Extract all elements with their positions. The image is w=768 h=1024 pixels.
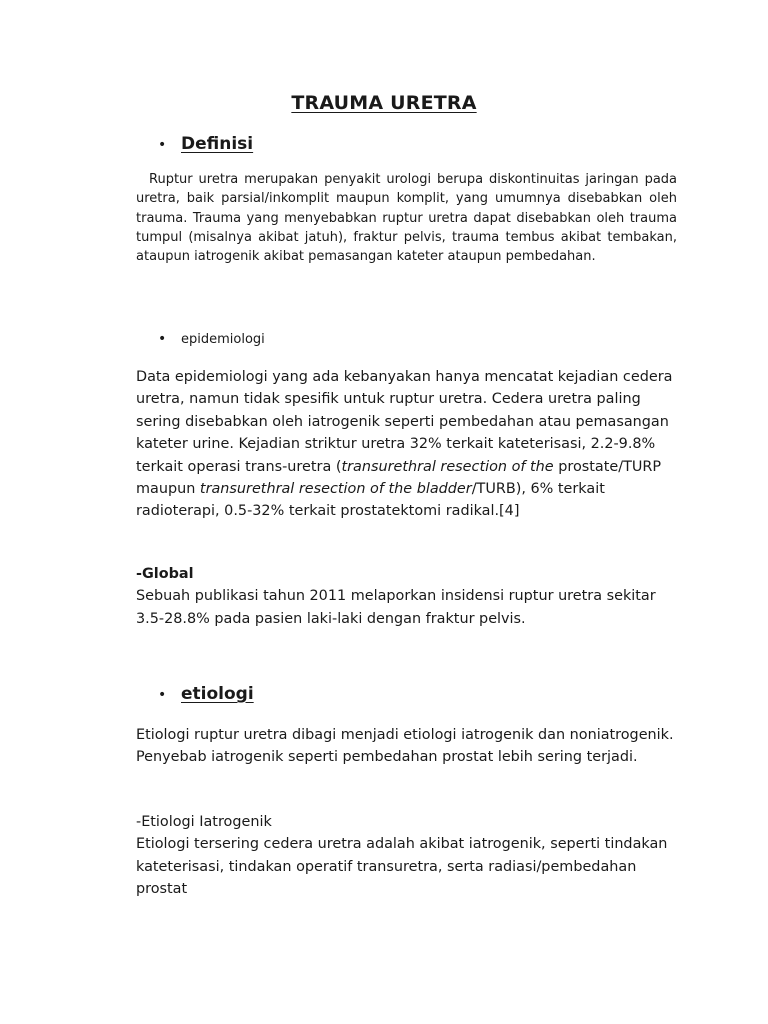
definisi-body: Ruptur uretra merupakan penyakit urologi berupa diskontinuitas jaringan pada uretra, baik parsial/inkomplit maupun komplit, yang umumnya disebabkan oleh trauma. Trauma yang menyebabkan ruptur uretra dapat disebabkan oleh trauma tumpul (misalnya akibat jatuh), fraktur pelvis, trauma tembus akibat tembakan, ataupun iatrogenik akibat pemasangan kateter ataupun pembedahan. [136,172,677,265]
etiologi-heading-row [158,684,254,704]
etiologi-heading: etiologi [181,684,254,704]
epidemiologi-heading: epidemiologi [181,332,265,347]
etiologi-paragraph [136,724,678,769]
epidemiologi-paragraph [136,366,678,523]
bullet-icon: • [158,137,167,153]
epidemiologi-heading-row [158,331,265,347]
bullet-icon: • [158,687,167,703]
epidemiologi-italic-1: transurethral resection of the [341,458,554,475]
epidemiologi-body-1: Data epidemiologi yang ada kebanyakan hanya mencatat kejadian cedera uretra, namun tidak spesifik untuk ruptur uretra. Cedera uretra paling sering disebabkan oleh iatrogenik seperti pembedahan atau pemasangan kateter urine. Kejadian striktur uretra 32% terkait kateterisasi, 2.2-9.8% terkait operasi trans-uretra ( [136,369,673,475]
epidemiologi-italic-2: transurethral resection of the bladder [199,481,472,498]
definisi-heading: Definisi [181,134,254,154]
etiologi-iatrogenik-body: Etiologi tersering cedera uretra adalah akibat iatrogenik, seperti tindakan kateterisasi, tindakan operatif transuretra, serta radiasi/pembedahan prostat [136,836,668,898]
page-title: TRAUMA URETRA [291,92,477,114]
global-label: -Global [136,566,194,582]
global-body: Sebuah publikasi tahun 2011 melaporkan insidensi ruptur uretra sekitar 3.5-28.8% pada pasien laki-laki dengan fraktur pelvis. [136,588,656,627]
definisi-heading-row [158,134,253,154]
definisi-paragraph [136,170,677,266]
etiologi-body: Etiologi ruptur uretra dibagi menjadi etiologi iatrogenik dan noniatrogenik. Penyebab iatrogenik seperti pembedahan prostat lebih sering terjadi. [136,727,674,766]
etiologi-iatrogenik-label: -Etiologi Iatrogenik [136,814,272,830]
etiologi-iatrogenik-block [136,811,678,901]
epidemiologi-body-2: prostate/TURP maupun [136,458,662,498]
bullet-icon: • [158,331,167,347]
epidemiologi-body-3: /TURB), 6% terkait radioterapi, 0.5-32% terkait prostatektomi radikal.[4] [136,481,605,520]
global-block [136,563,678,630]
